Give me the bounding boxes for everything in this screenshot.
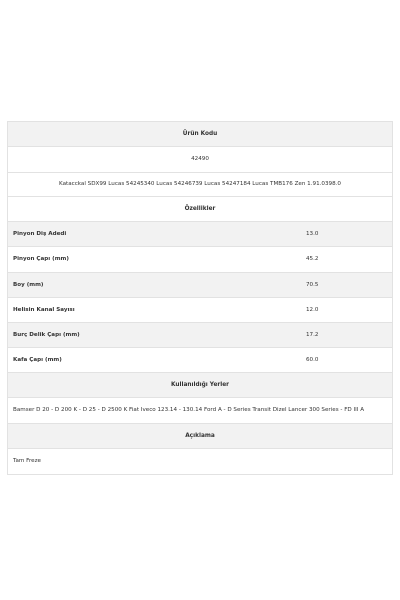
feature-row (8, 247, 392, 273)
feature-label: Kafa Çapı (mm) (13, 356, 62, 363)
description-row (8, 449, 392, 475)
feature-label: Helisin Kanal Sayısı (13, 306, 75, 313)
usage-header (8, 373, 392, 398)
product-code-value: 42490 (191, 156, 209, 163)
product-code-header-text: Ürün Kodu (182, 130, 218, 137)
description-header (8, 424, 392, 449)
feature-label: Pinyon Diş Adedi (13, 230, 67, 237)
feature-value: 12.0 (306, 306, 319, 313)
feature-value: 60.0 (306, 356, 319, 363)
usage-text: Bamser D 20 - D 200 K - D 25 - D 2500 K Fiat Iveco 123.14 - 130.14 Ford A - D Series Transit Dizel Lancer 300 Series - FD III A (13, 407, 365, 414)
feature-value: 45.2 (306, 256, 319, 263)
feature-value: 17.2 (306, 331, 319, 338)
product-code-row (8, 147, 392, 173)
description-text: Tam Freze (13, 458, 41, 465)
description-header-text: Açıklama (185, 432, 215, 439)
reference-codes-row (8, 173, 392, 197)
feature-value: 13.0 (306, 230, 319, 237)
feature-row (8, 348, 392, 373)
features-header (8, 197, 392, 222)
usage-header-text: Kullanıldığı Yerler (170, 381, 230, 388)
feature-row (8, 298, 392, 323)
product-spec-table (7, 121, 393, 475)
feature-label: Burç Delik Çapı (mm) (13, 331, 80, 338)
feature-label: Pinyon Çapı (mm) (13, 256, 69, 263)
product-code-header (8, 122, 392, 147)
feature-row (8, 273, 392, 298)
feature-value: 70.5 (306, 281, 319, 288)
feature-row (8, 222, 392, 247)
feature-row (8, 323, 392, 348)
usage-row (8, 398, 392, 424)
reference-codes-text: Katacckal SDX99 Lucas 54245340 Lucas 54246739 Lucas 54247184 Lucas TMB176 Zen 1.91.0398.0 (59, 181, 341, 188)
feature-label: Boy (mm) (13, 281, 44, 288)
features-header-text: Özellikler (184, 205, 216, 212)
